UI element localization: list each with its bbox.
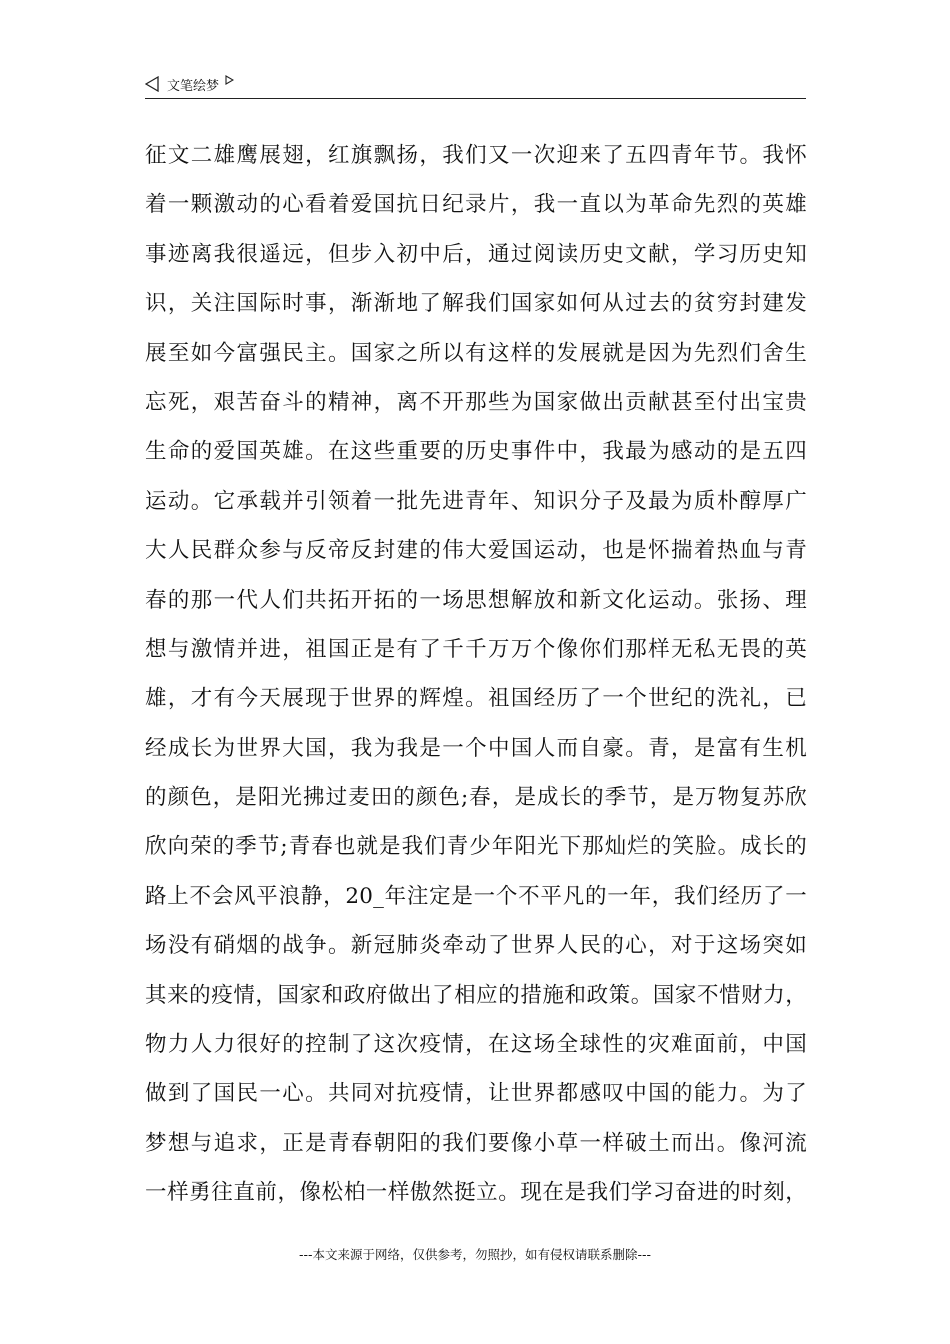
body-line: 着一颗激动的心看着爱国抗日纪录片，我一直以为革命先烈的英雄 [145,192,807,218]
header-brand: 文笔绘梦 [167,78,220,94]
body-line: 展至如今富强民主。国家之所以有这样的发展就是因为先烈们舍生 [145,340,807,366]
right-triangle-icon [225,75,234,85]
body-line: 欣向荣的季节;青春也就是我们青少年阳光下那灿烂的笑脸。成长的 [145,834,807,860]
body-line: 生命的爱国英雄。在这些重要的历史事件中，我最为感动的是五四 [145,439,807,465]
body-line: 路上不会风平浪静，20_年注定是一个不平凡的一年，我们经历了一 [145,883,807,909]
body-line: 其来的疫情，国家和政府做出了相应的措施和政策。国家不惜财力， [145,982,807,1008]
body-line: 场没有硝烟的战争。新冠肺炎牵动了世界人民的心，对于这场突如 [145,933,807,959]
page-header [145,72,806,99]
body-line: 识，关注国际时事，渐渐地了解我们国家如何从过去的贫穷封建发 [145,291,807,317]
body-line: 经成长为世界大国，我为我是一个中国人而自豪。青，是富有生机 [145,735,807,761]
footer-disclaimer: ---本文来源于网络，仅供参考，勿照抄，如有侵权请联系删除--- [298,1247,652,1262]
body-line: 春的那一代人们共拓开拓的一场思想解放和新文化运动。张扬、理 [145,587,807,613]
body-line: 一样勇往直前，像松柏一样傲然挺立。现在是我们学习奋进的时刻， [145,1180,807,1206]
body-line: 的颜色，是阳光拂过麦田的颜色;春，是成长的季节，是万物复苏欣 [145,785,807,811]
body-line: 征文二雄鹰展翅，红旗飘扬，我们又一次迎来了五四青年节。我怀 [145,143,807,168]
body-line: 雄，才有今天展现于世界的辉煌。祖国经历了一个世纪的洗礼，已 [145,686,807,712]
article-body [145,131,807,1218]
body-line: 运动。它承载并引领着一批先进青年、知识分子及最为质朴醇厚广 [145,488,807,514]
body-line: 做到了国民一心。共同对抗疫情，让世界都感叹中国的能力。为了 [145,1081,807,1107]
body-line: 忘死，艰苦奋斗的精神，离不开那些为国家做出贡献甚至付出宝贵 [145,389,807,415]
body-line: 想与激情并进，祖国正是有了千千万万个像你们那样无私无畏的英 [145,636,807,662]
body-line: 大人民群众参与反帝反封建的伟大爱国运动，也是怀揣着热血与青 [145,538,807,564]
body-line: 物力人力很好的控制了这次疫情，在这场全球性的灾难面前，中国 [145,1032,807,1058]
left-triangle-icon [145,76,159,92]
header-bar [145,72,806,96]
body-line: 事迹离我很遥远，但步入初中后，通过阅读历史文献，学习历史知 [145,241,807,267]
body-line: 梦想与追求，正是青春朝阳的我们要像小草一样破土而出。像河流 [145,1130,807,1156]
